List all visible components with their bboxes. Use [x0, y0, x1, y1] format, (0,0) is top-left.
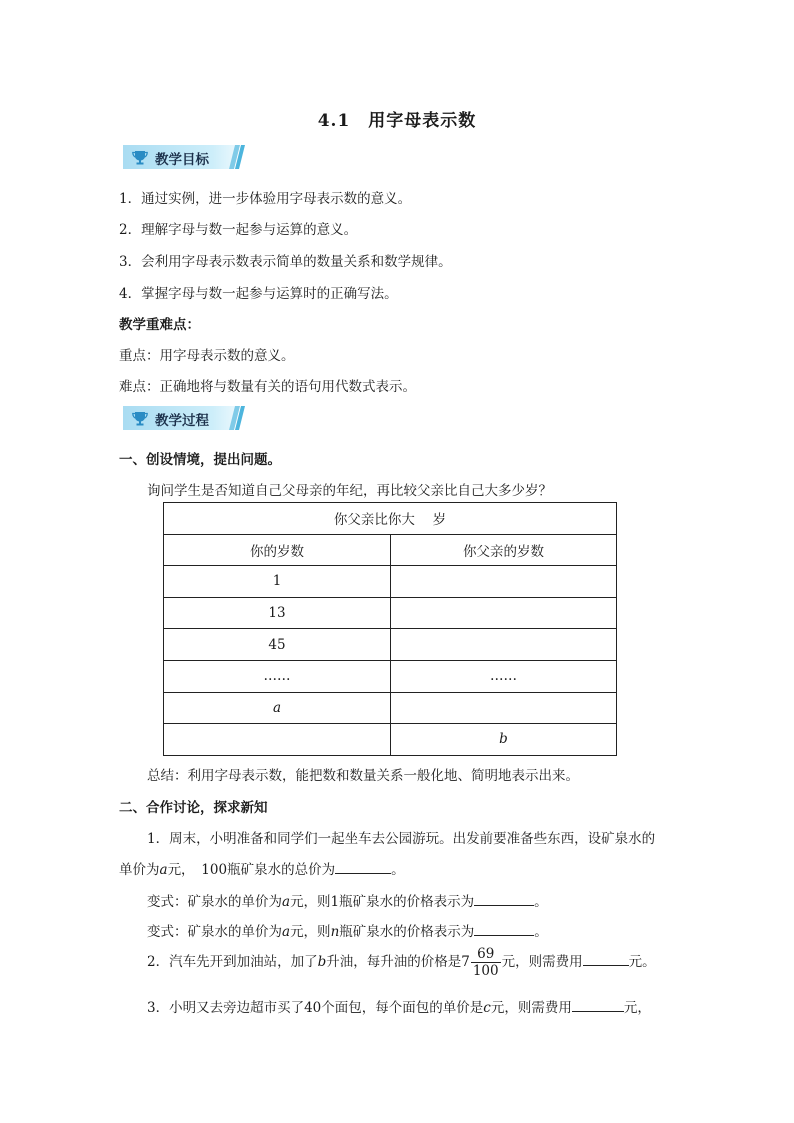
variable-b: b — [317, 954, 327, 970]
table-header-father-age: 你父亲的岁数 — [391, 534, 617, 566]
variable-a: a — [282, 894, 291, 910]
variable-a: a — [282, 924, 291, 940]
question-1-line-1: 1．周末，小明准备和同学们一起坐车去公园游玩。出发前要准备些东西，设矿泉水的 — [147, 831, 656, 847]
table-row — [164, 692, 617, 724]
variant-2 — [147, 920, 548, 940]
trophy-icon — [132, 411, 148, 426]
text: 。 — [534, 924, 548, 940]
variable-c: c — [483, 1000, 491, 1016]
text: 元。 — [628, 954, 656, 970]
answer-blank — [572, 997, 624, 1012]
question-3 — [147, 996, 651, 1016]
text: 瓶矿泉水的价格表示为 — [339, 924, 475, 940]
table-caption: 你父亲比你大 岁 — [164, 503, 617, 535]
objective-3: 3．会利用字母表示数表示简单的数量关系和数学规律。 — [119, 254, 452, 270]
table-cell: 1 — [164, 566, 391, 598]
text: 元，则需费用 — [490, 1000, 572, 1016]
table-cell: …… — [164, 660, 391, 692]
part1-intro: 询问学生是否知道自己父母亲的年纪，再比较父亲比自己大多少岁？ — [147, 483, 552, 499]
text: 3．小明又去旁边超市买了40个面包，每个面包的单价是 — [147, 1000, 484, 1016]
text: 元， 100瓶矿泉水的总价为 — [167, 862, 336, 878]
age-table — [163, 502, 617, 756]
answer-blank — [335, 859, 391, 874]
key-point-focus: 重点：用字母表示数的意义。 — [119, 348, 295, 364]
table-row — [164, 660, 617, 692]
answer-blank — [583, 951, 629, 966]
text: 变式：矿泉水的单价为 — [147, 894, 282, 910]
text: 单价为 — [119, 862, 160, 878]
objective-1: 1．通过实例，进一步体验用字母表示数的意义。 — [119, 191, 412, 207]
key-points-heading: 教学重难点： — [119, 317, 200, 333]
text: 。 — [391, 862, 405, 878]
table-row — [164, 566, 617, 598]
table-row — [164, 597, 617, 629]
answer-blank — [474, 891, 534, 906]
table-cell — [391, 692, 617, 724]
part1-summary: 总结：利用字母表示数，能把数和数量关系一般化地、简明地表示出来。 — [147, 768, 579, 784]
text: 元，则 — [290, 924, 331, 940]
objective-4: 4．掌握字母与数一起参与运算时的正确写法。 — [119, 286, 398, 302]
objective-2: 2．理解字母与数一起参与运算的意义。 — [119, 222, 358, 238]
part2-heading: 二、合作讨论，探求新知 — [119, 800, 268, 816]
text: 元，则1瓶矿泉水的价格表示为 — [290, 894, 475, 910]
section-banner-objectives — [123, 145, 245, 169]
variable-n: n — [330, 924, 340, 940]
trophy-icon — [132, 150, 148, 165]
section-label: 教学目标 — [155, 152, 209, 168]
section-label: 教学过程 — [155, 413, 209, 429]
text: 元，则需费用 — [501, 954, 583, 970]
section-banner-process — [123, 406, 245, 430]
table-cell — [164, 724, 391, 756]
table-cell — [391, 629, 617, 661]
mixed-number-whole: 7 — [461, 954, 470, 970]
table-cell: 13 — [164, 597, 391, 629]
question-2 — [147, 946, 656, 979]
text: 升油，每升油的价格是 — [326, 954, 462, 970]
fraction-denominator: 100 — [472, 963, 499, 979]
table-cell: b — [391, 724, 617, 756]
answer-blank — [474, 921, 534, 936]
key-point-difficulty: 难点：正确地将与数量有关的语句用代数式表示。 — [119, 379, 416, 395]
fraction-numerator: 69 — [471, 946, 501, 963]
page-title: 4.1 用字母表示数 — [317, 111, 477, 131]
table-cell — [391, 597, 617, 629]
variable-a: a — [159, 862, 168, 878]
variant-1 — [147, 890, 548, 910]
table-cell: …… — [391, 660, 617, 692]
question-1-line-2 — [119, 858, 405, 878]
table-cell: 45 — [164, 629, 391, 661]
text: 。 — [534, 894, 548, 910]
table-row — [164, 724, 617, 756]
text: 变式：矿泉水的单价为 — [147, 924, 282, 940]
fraction — [471, 946, 501, 979]
text: 元， — [623, 1000, 651, 1016]
text: 2．汽车先开到加油站，加了 — [147, 954, 318, 970]
table-cell: a — [164, 692, 391, 724]
part1-heading: 一、创设情境，提出问题。 — [119, 452, 281, 468]
table-cell — [391, 566, 617, 598]
table-row — [164, 629, 617, 661]
table-header-your-age: 你的岁数 — [164, 534, 391, 566]
